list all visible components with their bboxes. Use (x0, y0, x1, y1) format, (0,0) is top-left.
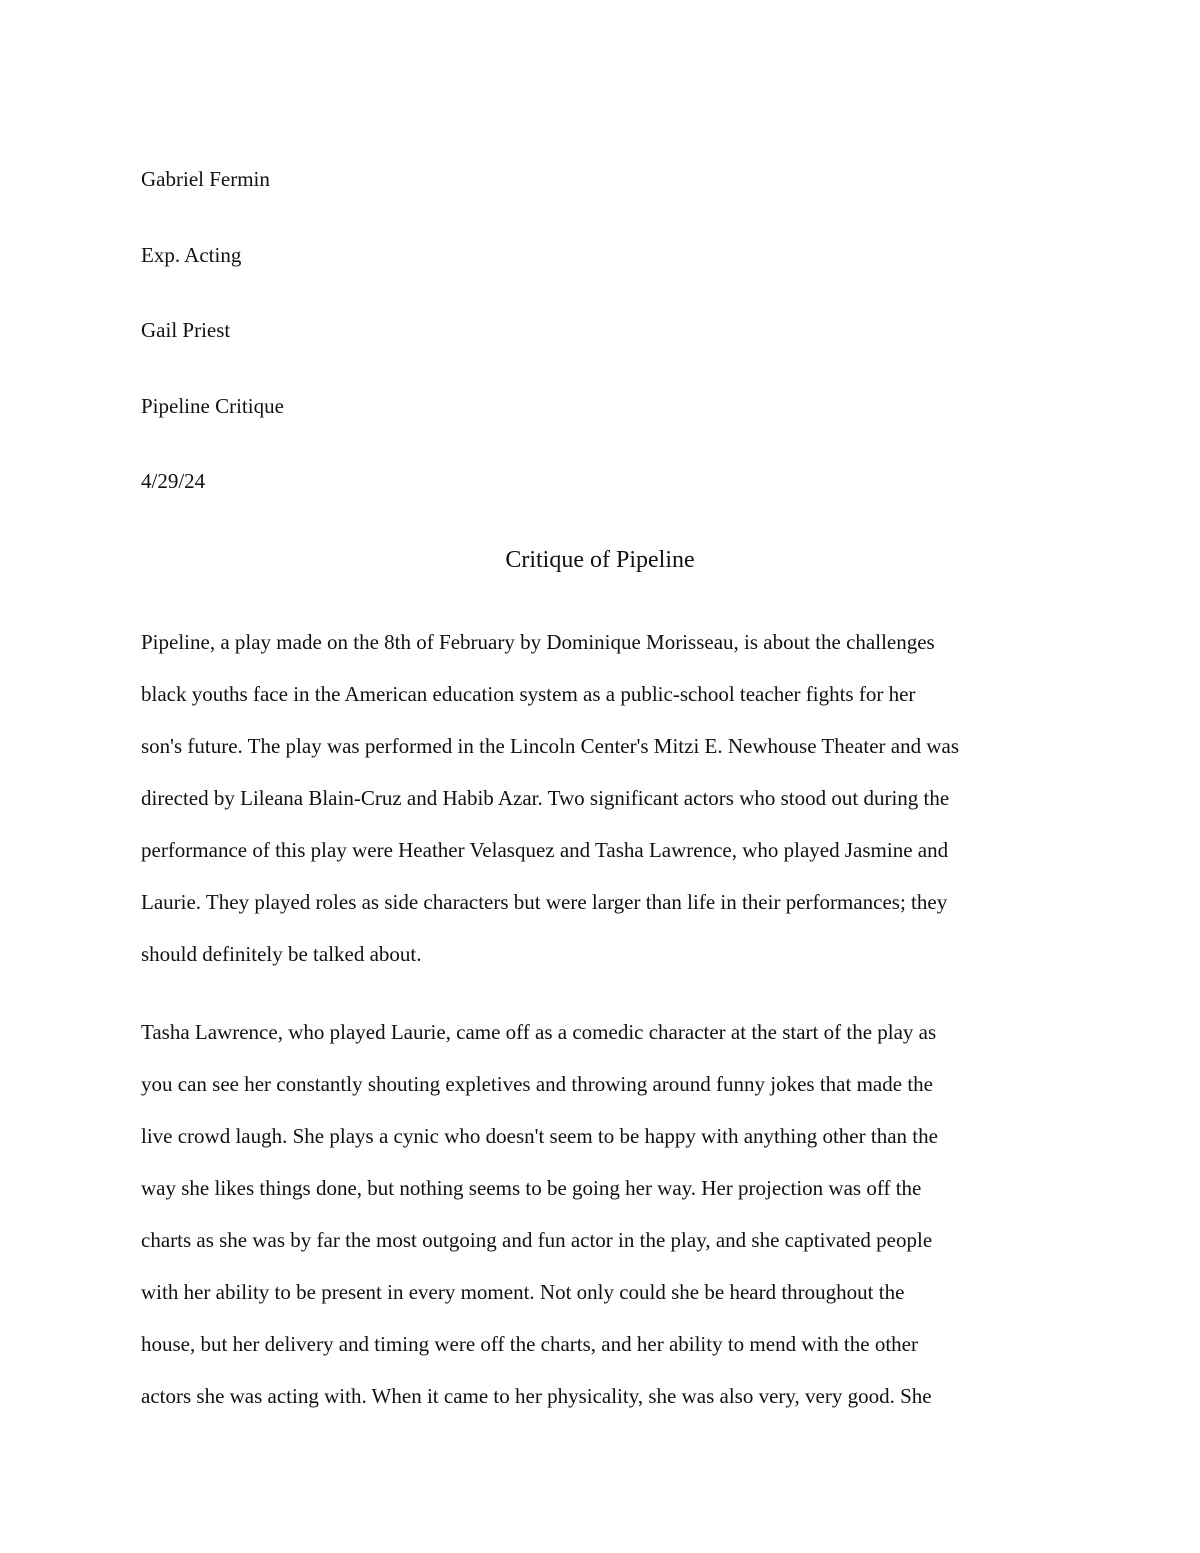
paragraph-line: black youths face in the American education system as a public-school teacher fights for her (141, 682, 916, 706)
paragraph-line: with her ability to be present in every moment. Not only could she be heard throughout the (141, 1280, 905, 1304)
paragraph-line: Laurie. They played roles as side characters but were larger than life in their performances; they (141, 890, 948, 914)
paragraph-line: house, but her delivery and timing were off the charts, and her ability to mend with the other (141, 1332, 918, 1356)
paragraph-line: Pipeline, a play made on the 8th of February by Dominique Morisseau, is about the challenges (141, 630, 935, 654)
paragraph-line: live crowd laugh. She plays a cynic who doesn't seem to be happy with anything other than the (141, 1124, 938, 1148)
assignment-name: Pipeline Critique (141, 393, 284, 418)
paragraph-line: performance of this play were Heather Velasquez and Tasha Lawrence, who played Jasmine and (141, 838, 949, 862)
paragraph-2 (141, 1019, 1071, 1409)
document-body (141, 629, 1071, 1435)
document-date: 4/29/24 (141, 469, 206, 493)
document-title: Critique of Pipeline (505, 547, 695, 573)
paragraph-line: way she likes things done, but nothing seems to be going her way. Her projection was off the (141, 1176, 922, 1200)
paragraph-line: should definitely be talked about. (141, 942, 422, 966)
paragraph-line: you can see her constantly shouting expletives and throwing around funny jokes that made the (141, 1072, 933, 1096)
paragraph-line: actors she was acting with. When it came to her physicality, she was also very, very good. She (141, 1384, 932, 1408)
paragraph-line: directed by Lileana Blain-Cruz and Habib Azar. Two significant actors who stood out during the (141, 786, 950, 810)
author-name: Gabriel Fermin (141, 167, 270, 191)
paragraph-line: Tasha Lawrence, who played Laurie, came off as a comedic character at the start of the play as (141, 1020, 937, 1044)
paragraph-line: son's future. The play was performed in the Lincoln Center's Mitzi E. Newhouse Theater and was (141, 734, 959, 758)
paragraph-line: charts as she was by far the most outgoing and fun actor in the play, and she captivated people (141, 1228, 933, 1252)
paragraph-1 (141, 629, 1071, 967)
header-block (141, 166, 1061, 544)
instructor-name: Gail Priest (141, 318, 231, 342)
paragraph-spacer (141, 993, 1071, 1019)
course-name: Exp. Acting (141, 242, 242, 267)
